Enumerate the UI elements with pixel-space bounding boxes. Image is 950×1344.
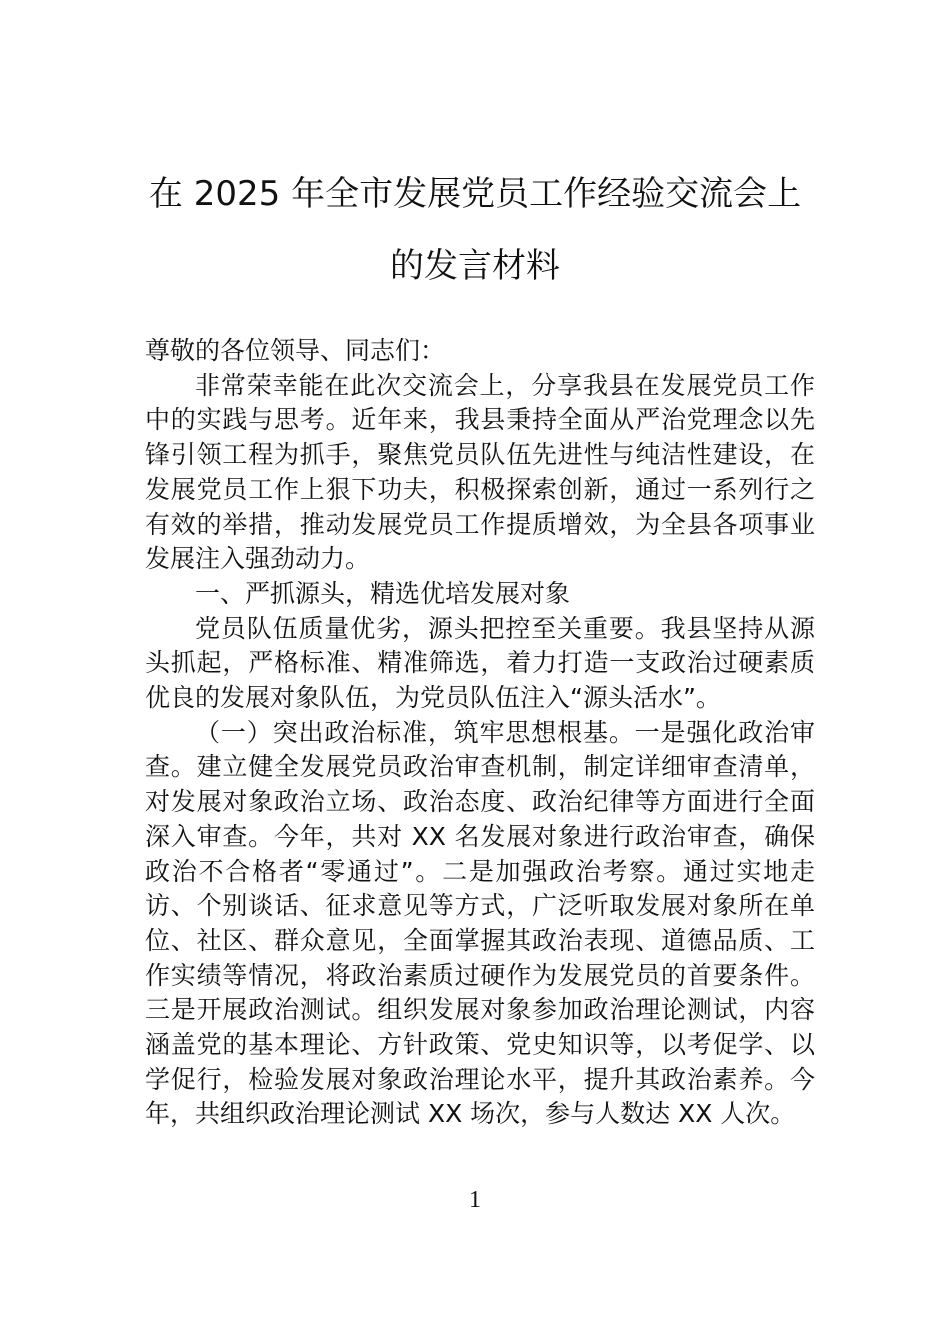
document-body: [145, 334, 815, 1132]
document-title-line-1: 在 2025 年全市发展党员工作经验交流会上: [148, 174, 802, 214]
page-number: 1: [469, 1187, 481, 1213]
section-1-paragraph: 党员队伍质量优劣，源头把控至关重要。我县坚持从源头抓起，严格标准、精准筛选，着力打造一支政治过硬素质优良的发展对象队伍，为党员队伍注入“源头活水”。: [145, 613, 815, 713]
salutation: 尊敬的各位领导、同志们：: [145, 336, 446, 365]
intro-paragraph: 非常荣幸能在此次交流会上，分享我县在发展党员工作中的实践与思考。近年来，我县秉持全面从严治党理念以先锋引领工程为抓手，聚焦党员队伍先进性与纯洁性建设，在发展党员工作上狠下功夫，积极探索创新，通过一系列行之有效的举措，推动发展党员工作提质增效，为全县各项事业发展注入强劲动力。: [145, 370, 815, 574]
document-title-line-2: 的发言材料: [390, 246, 560, 286]
section-heading-1: 一、严抓源头，精选优培发展对象: [195, 578, 571, 608]
subsection-1-paragraph: （一）突出政治标准，筑牢思想根基。一是强化政治审查。建立健全发展党员政治审查机制，制定详细审查清单，对发展对象政治立场、政治态度、政治纪律等方面进行全面深入审查。今年，共对 XX 名发展对象进行政治审查，确保政治不合格者“零通过”。二是加强政治考察。通过实地走访、个别谈话、征求意见等方式，广泛听取发展对象所在单位、社区、群众意见，全面掌握其政治表现、道德品质、工作实绩等情况，将政治素质过硬作为发展党员的首要条件。三是开展政治测试。组织发展对象参加政治理论测试，内容涵盖党的基本理论、方针政策、党史知识等，以考促学、以学促行，检验发展对象政治理论水平，提升其政治素养。今年，共组织政治理论测试 XX 场次，参与人数达 XX 人次。: [145, 717, 815, 1129]
